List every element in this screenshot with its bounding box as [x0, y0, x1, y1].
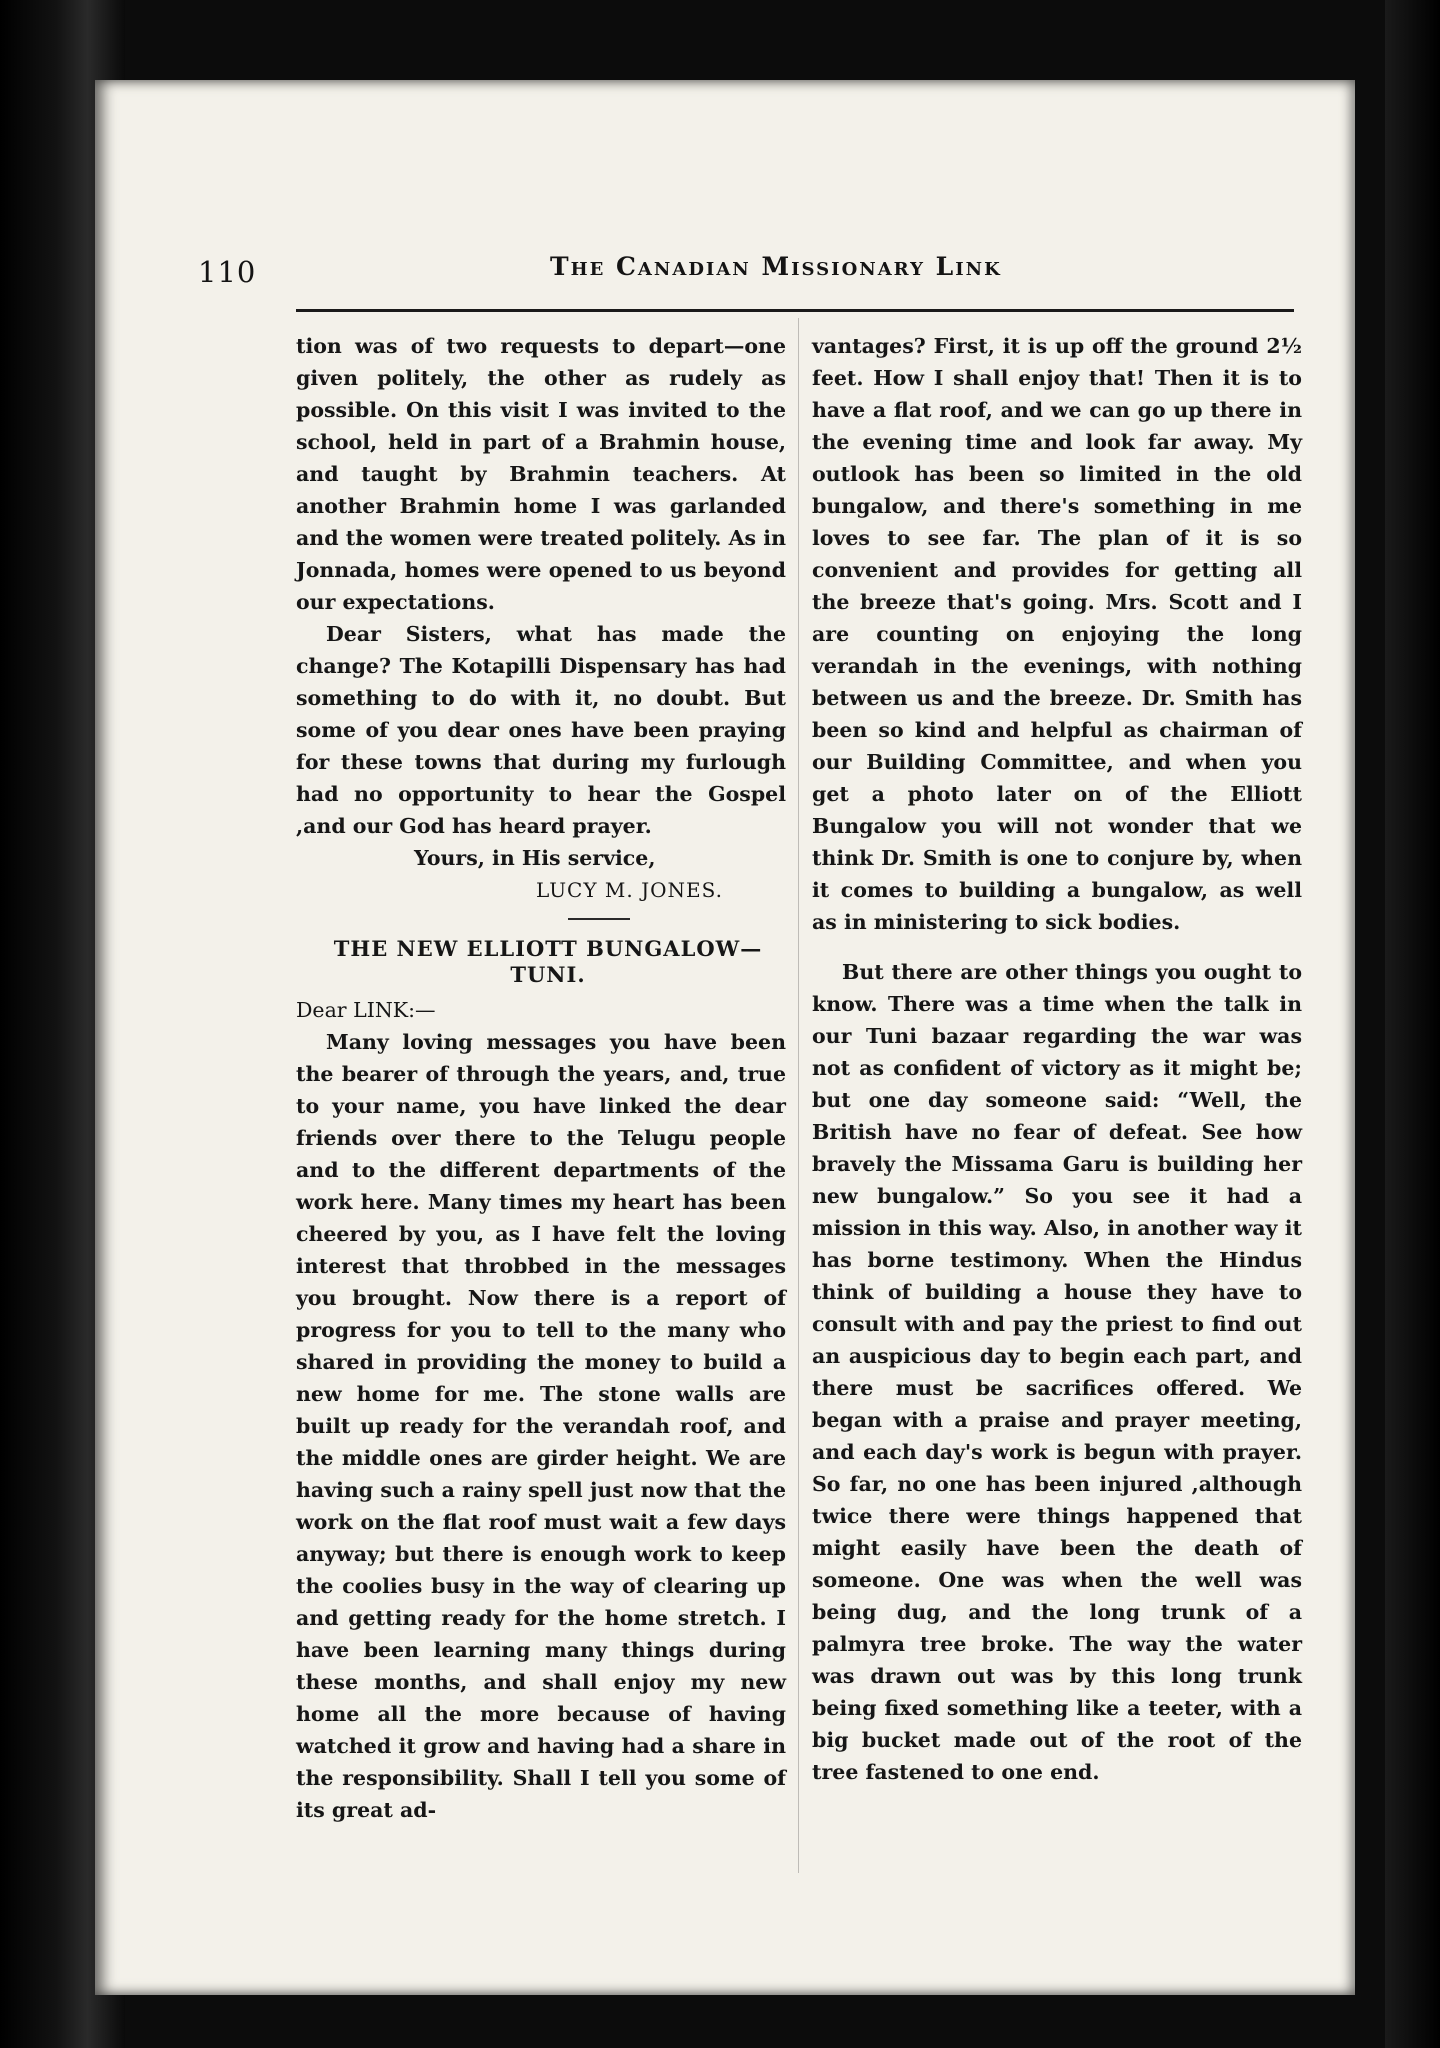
advantages-paragraph: vantages? First, it is up off the ground 2½ feet. How I shall enjoy that! Then it is to have a flat roof, and we can go up there in the evening time and look far away. My outlook has been so limited in the old bungalow, and there's something in me loves to see far. The plan of it is so convenient and provides for getting all the breeze that's going. Mrs. Scott and I are counting on enjoying the long verandah in the evenings, with nothing between us and the breeze. Dr. Smith has been so kind and helpful as chairman of our Building Committee, and when you get a photo later on of the Elliott Bungalow you will not wonder that we think Dr. Smith is one to conjure by, when it comes to building a bungalow, as well as in ministering to sick bodies. — [812, 334, 1302, 934]
salutation: Dear LINK:— — [296, 998, 436, 1022]
bungalow-paragraph: Many loving messages you have been the bearer of through the years, and, true to your name, you have linked the dear friends over there to the Telugu people and to the different departments of the work here. Many times my heart has been cheered by you, as I have felt the loving interest that throbbed in the messages you brought. Now there is a report of progress for you to tell to the many who shared in providing the money to build a new home for me. The stone walls are built up ready for the verandah roof, and the middle ones are girder height. We are having such a rainy spell just now that the work on the flat roof must wait a few days anyway; but there is enough work to keep the coolies busy in the way of clearing up and getting ready for the home stretch. I have been learning many things during these months, and shall enjoy my new home all the more because of having watched it grow and having had a share in the responsibility. Shall I tell you some of its great ad- — [296, 1030, 786, 1822]
continuation-paragraph: tion was of two requests to depart—one given politely, the other as rudely as possible. On this visit I was invited to the school, held in part of a Brahmin house, and taught by Brahmin teachers. At another Brahmin home I was garlanded and the women were treated politely. As in Jonnada, homes were opened to us beyond our expectations. — [296, 334, 786, 614]
book-binding-right — [1385, 0, 1440, 2048]
page-number: 110 — [198, 255, 257, 289]
section-separator — [568, 918, 630, 920]
right-column — [812, 330, 1302, 1788]
header-rule — [296, 309, 1294, 312]
column-divider — [798, 318, 799, 1873]
letter-closing: Yours, in His service, — [414, 846, 656, 870]
running-head: The Canadian Missionary Link — [550, 252, 1002, 281]
letter-signature: LUCY M. JONES. — [536, 878, 723, 902]
left-column — [296, 330, 786, 1826]
section-title: THE NEW ELLIOTT BUNGALOW— TUNI. — [333, 936, 763, 987]
dear-sisters-paragraph: Dear Sisters, what has made the change? The Kotapilli Dispensary has had something to do with it, no doubt. But some of you dear ones have been praying for these towns that during my furlough had no opportunity to hear the Gospel ,and our God has heard prayer. — [296, 622, 786, 838]
other-things-paragraph: But there are other things you ought to know. There was a time when the talk in our Tuni bazaar regarding the war was not as confident of victory as it might be; but one day someone said: “Well, the British have no fear of defeat. See how bravely the Missama Garu is building her new bungalow.” So you see it had a mission in this way. Also, in another way it has borne testimony. When the Hindus think of building a house they have to consult with and pay the priest to find out an auspicious day to begin each part, and there must be sacrifices offered. We began with a praise and prayer meeting, and each day's work is begun with prayer. So far, no one has been injured ,although twice there were things happened that might easily have been the death of someone. One was when the well was being dug, and the long trunk of a palmyra tree broke. The way the water was drawn out was by this long trunk being fixed something like a teeter, with a big bucket made out of the root of the tree fastened to one end. — [812, 960, 1302, 1784]
